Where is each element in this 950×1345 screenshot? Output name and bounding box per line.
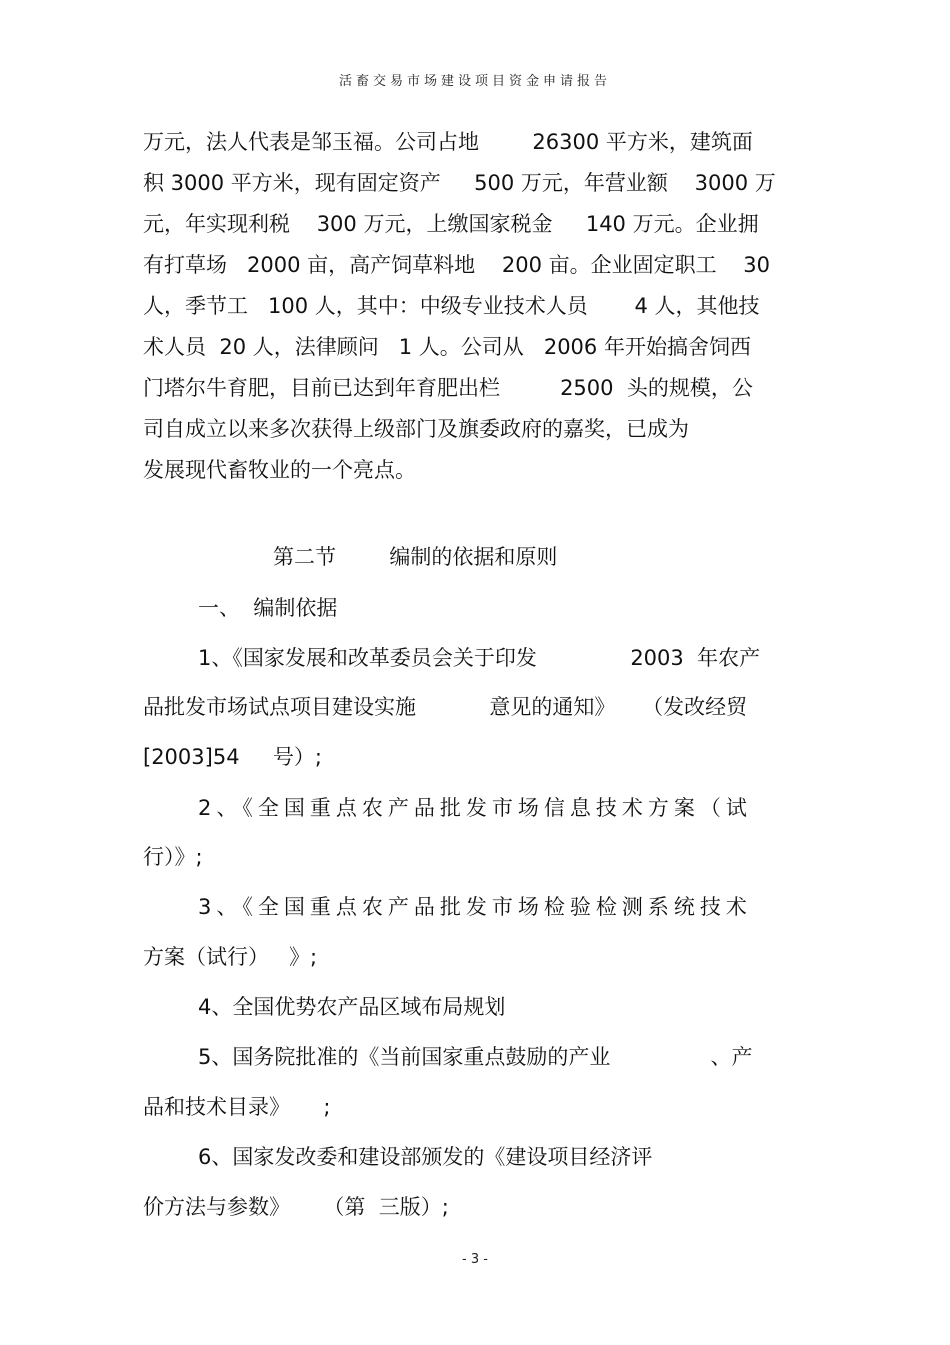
list-item-line: [2003]54 号）; xyxy=(143,745,323,769)
page-number: - 3 - xyxy=(462,1252,488,1267)
list-item-line: 5、国务院批准的《当前国家重点鼓励的产业 、产 xyxy=(198,1045,753,1069)
list-item-line: 2、《全国重点农产品批发市场信息技术方案（试 xyxy=(198,796,752,820)
list-item-line: 3、《全国重点农产品批发市场检验检测系统技术 xyxy=(198,895,752,919)
list-item-line: 1、《国家发展和改革委员会关于印发 2003 年农产 xyxy=(198,646,761,670)
list-item-line: 方案（试行） 》; xyxy=(143,945,318,969)
list-item-line: 6、国家发改委和建设部颁发的《建设项目经济评 xyxy=(198,1145,653,1169)
paragraph-line: 有打草场 2000 亩，高产饲草料地 200 亩。企业固定职工 30 xyxy=(143,253,771,277)
section-title: 第二节 编制的依据和原则 xyxy=(273,545,558,569)
paragraph-line: 发展现代畜牧业的一个亮点。 xyxy=(143,458,416,482)
paragraph-line: 术人员 20 人，法律顾问 1 人。公司从 2006 年开始搞舍饲西 xyxy=(143,335,751,359)
paragraph-line: 人，季节工 100 人，其中：中级专业技术人员 4 人，其他技 xyxy=(143,294,760,318)
page-header: 活畜交易市场建设项目资金申请报告 xyxy=(338,74,611,89)
list-item-line: 价方法与参数》 （第 三版）; xyxy=(143,1195,449,1219)
list-item-line: 行）》; xyxy=(143,845,203,869)
paragraph-line: 积 3000 平方米，现有固定资产 500 万元，年营业额 3000 万 xyxy=(143,171,776,195)
section-subtitle: 一、 编制依据 xyxy=(198,596,338,620)
list-item-line: 品和技术目录》 ; xyxy=(143,1095,331,1119)
paragraph-line: 门塔尔牛育肥，目前已达到年育肥出栏 2500 头的规模，公 xyxy=(143,376,753,400)
paragraph-line: 万元，法人代表是邹玉福。公司占地 26300 平方米，建筑面 xyxy=(143,130,753,154)
paragraph-line: 司自成立以来多次获得上级部门及旗委政府的嘉奖，已成为 xyxy=(143,417,689,441)
list-item-line: 品批发市场试点项目建设实施 意见的通知》 （发改经贸 xyxy=(143,695,748,719)
list-item-line: 4、全国优势农产品区域布局规划 xyxy=(198,995,506,1019)
paragraph-line: 元，年实现利税 300 万元，上缴国家税金 140 万元。企业拥 xyxy=(143,212,759,236)
